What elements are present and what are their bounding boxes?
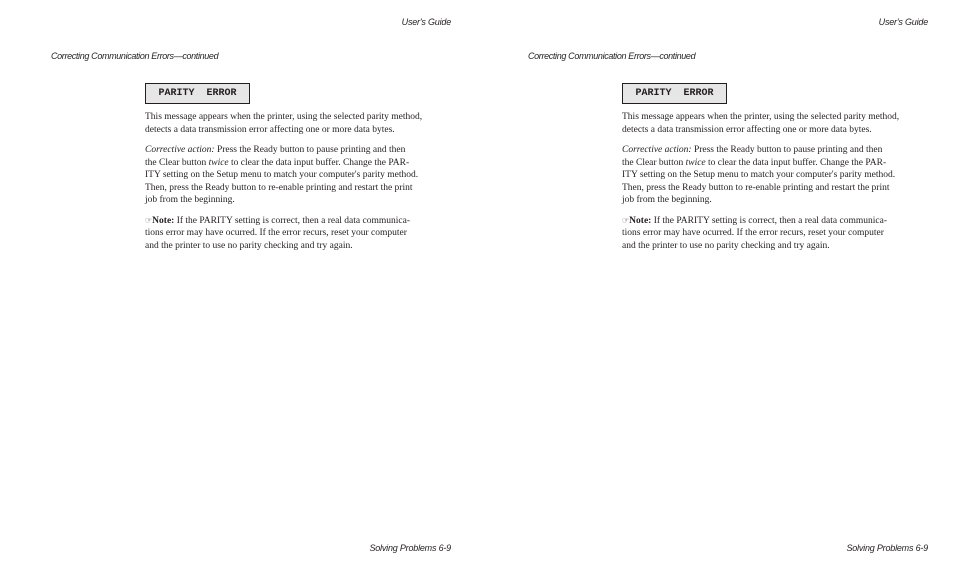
note-line xyxy=(622,215,930,228)
right-page xyxy=(477,0,954,580)
pointing-hand-icon: ☞ xyxy=(145,215,153,225)
section-heading: Correcting Communication Errors—continued xyxy=(51,51,219,61)
pointing-hand-icon: ☞ xyxy=(622,215,630,225)
description-line: detects a data transmission error affecting one or more data bytes. xyxy=(622,124,872,135)
display-message-box: PARITY ERROR xyxy=(622,83,727,104)
page-footer: Solving Problems 6-9 xyxy=(369,543,451,553)
corrective-line xyxy=(622,144,930,157)
description-line: detects a data transmission error affecting one or more data bytes. xyxy=(145,124,395,135)
display-message-box: PARITY ERROR xyxy=(145,83,250,104)
note-text: If the PARITY setting is correct, then a real data communica- xyxy=(174,215,410,226)
corrective-line: ITY setting on the Setup menu to match your computer's parity method. xyxy=(622,170,896,180)
corrective-line xyxy=(145,144,453,157)
corrective-line: job from the beginning. xyxy=(145,195,235,205)
corrective-text: Press the Ready button to pause printing and then xyxy=(214,145,406,155)
corrective-line xyxy=(622,157,930,170)
page-footer: Solving Problems 6-9 xyxy=(846,543,928,553)
description-line: This message appears when the printer, using the selected parity method, xyxy=(622,112,900,122)
description-line: This message appears when the printer, using the selected parity method, xyxy=(145,112,423,122)
body-text xyxy=(145,111,453,260)
corrective-action-label: Corrective action: xyxy=(622,145,692,155)
note-line: tions error may have ocurred. If the error recurs, reset your computer xyxy=(622,228,884,238)
corrective-action-paragraph xyxy=(145,144,453,207)
corrective-text: to clear the data input buffer. Change the PAR- xyxy=(705,157,887,168)
description-paragraph xyxy=(622,111,930,136)
corrective-text: Press the Ready button to pause printing and then xyxy=(691,145,883,155)
description-paragraph xyxy=(145,111,453,136)
corrective-text: to clear the data input buffer. Change the PAR- xyxy=(228,157,410,168)
note-line: tions error may have ocurred. If the error recurs, reset your computer xyxy=(145,228,407,238)
section-heading: Correcting Communication Errors—continued xyxy=(528,51,696,61)
running-head: User's Guide xyxy=(878,17,928,27)
corrective-line: Then, press the Ready button to re-enable printing and restart the print xyxy=(145,182,413,193)
body-text xyxy=(622,111,930,260)
note-line xyxy=(145,215,453,228)
note-text: If the PARITY setting is correct, then a real data communica- xyxy=(651,215,887,226)
corrective-line: job from the beginning. xyxy=(622,195,712,205)
corrective-action-label: Corrective action: xyxy=(145,145,215,155)
note-paragraph xyxy=(622,215,930,253)
corrective-action-paragraph xyxy=(622,144,930,207)
corrective-text: the Clear button xyxy=(145,157,209,168)
emphasis-twice: twice xyxy=(685,157,706,168)
note-label: Note: xyxy=(152,215,175,226)
note-paragraph xyxy=(145,215,453,253)
note-line: and the printer to use no parity checking and try again. xyxy=(145,240,353,251)
corrective-line: Then, press the Ready button to re-enable printing and restart the print xyxy=(622,182,890,193)
corrective-line xyxy=(145,157,453,170)
corrective-text: the Clear button xyxy=(622,157,686,168)
running-head: User's Guide xyxy=(401,17,451,27)
corrective-line: ITY setting on the Setup menu to match your computer's parity method. xyxy=(145,170,419,180)
note-line: and the printer to use no parity checking and try again. xyxy=(622,240,830,251)
emphasis-twice: twice xyxy=(208,157,229,168)
note-label: Note: xyxy=(629,215,652,226)
